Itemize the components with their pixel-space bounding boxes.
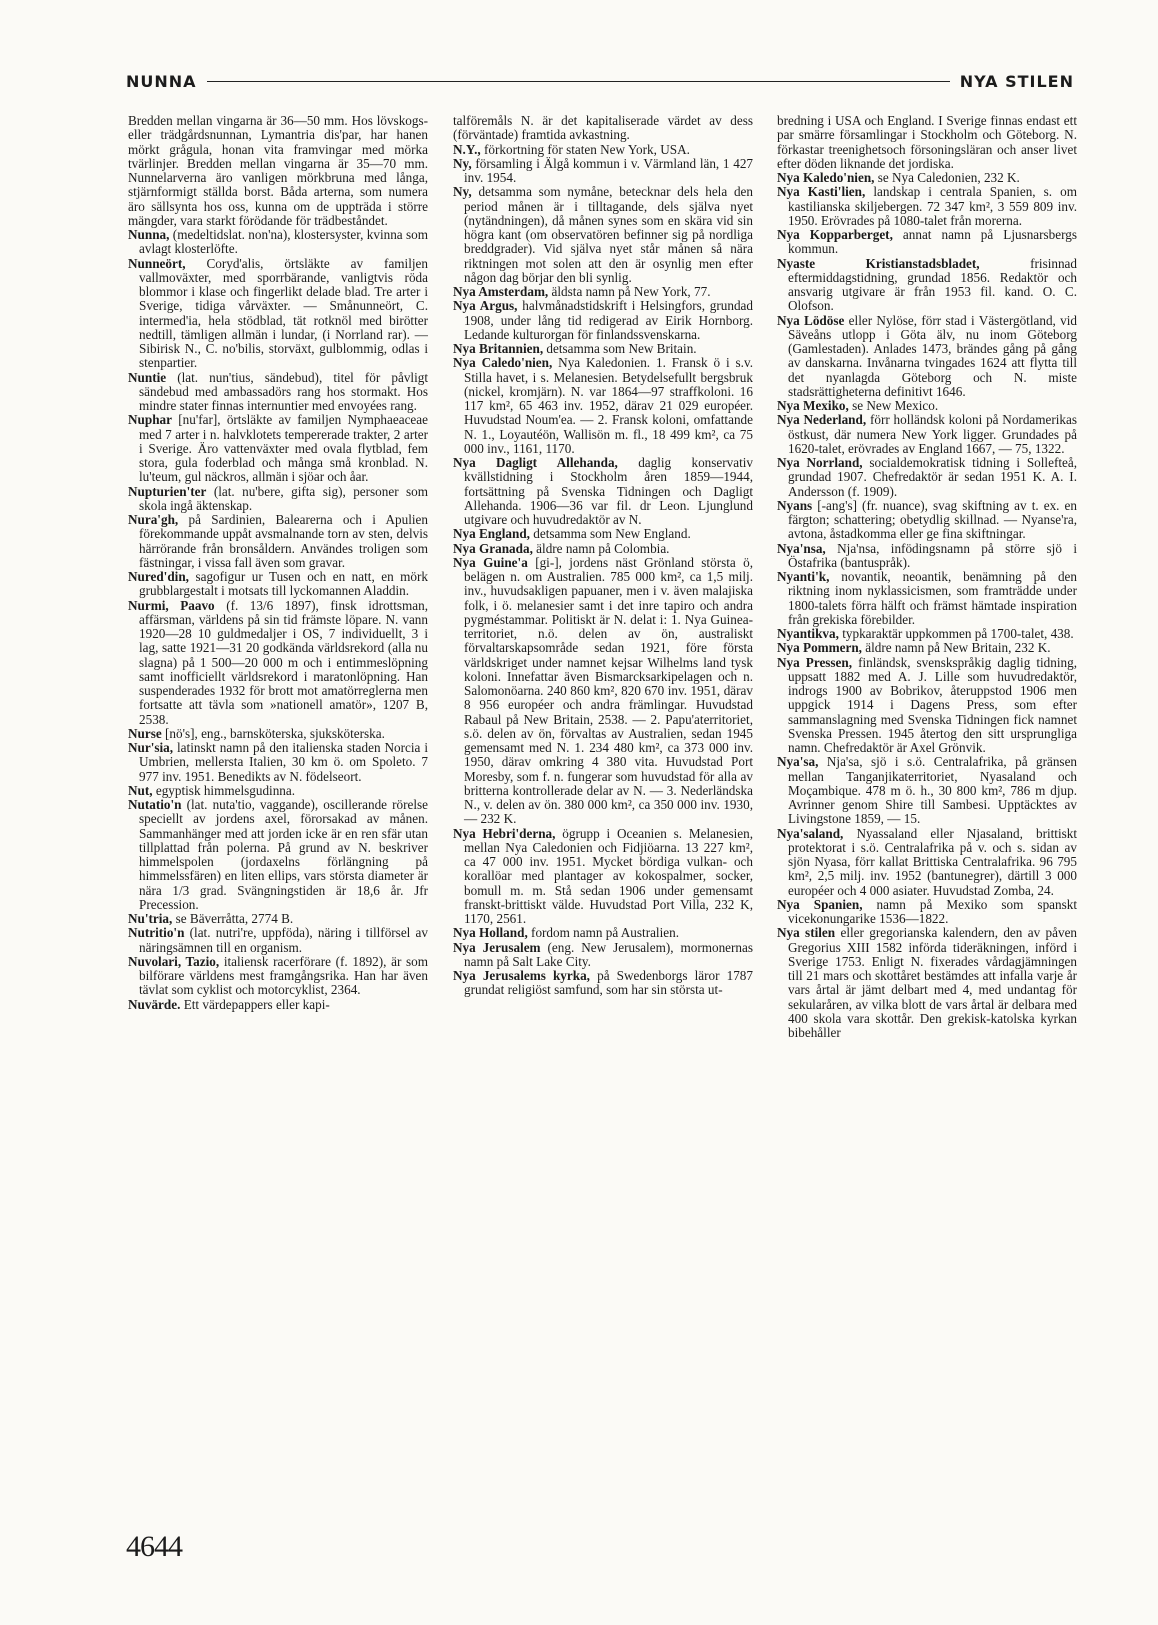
dictionary-entry xyxy=(453,556,753,827)
dictionary-entry xyxy=(777,171,1077,185)
dictionary-entry xyxy=(453,527,753,541)
entry-headword: Nuntie xyxy=(128,369,167,385)
entry-headword: Nya Jerusalem xyxy=(453,939,541,955)
dictionary-entry xyxy=(777,898,1077,927)
dictionary-entry xyxy=(453,185,753,285)
entry-headword: Nya Hebri'derna, xyxy=(453,825,556,841)
entry-headword: Nyanti'k, xyxy=(777,569,830,584)
entry-text: latinskt namn på den italienska staden Norcia i Umbrien, mellersta Italien, 30 km ö. om Spoleto. 7 977 inv. 1951. Benedikts av N. födelseort. xyxy=(139,740,429,784)
entry-headword: Nyaste Kristianstadsbladet, xyxy=(777,255,980,271)
entry-text: [gi-], jordens näst Grönland största ö, belägen n. om Australien. 785 000 km², ca 1,5 milj. inv., huvudsakligen papuaner, men i v. även malajiska folk, i ö. melanesier samt i det inre tapiro och andra pygméstammar. Politiskt är N. delat i: 1. Nya Guinea-territoriet, n.ö. delen av ön, australiskt förvaltarskapsområde sedan 1921, före första världskriget under namnet kejsar Wilhelms land tysk koloni. Innefattar även Bismarcksarkipelagen och n. Salomonöarna. 240 860 km², 820 670 inv. 1951, därav 8 956 européer och andra främlingar. Huvudstad Rabaul på New Britain, 2538. — 2. Papu'aterritoriet, s.ö. delen av ön, förvaltas av Australien, sedan 1945 gemensamt med N. 1. 234 480 km², ca 373 000 inv. 1950, därav omkring 4 380 vita. Huvudstad Port Moresby, som f. n. fungerar som huvudstad för alla av britterna kontrollerade delar av N. — 3. Nederländska N., v. delen av ön. 380 000 km², ca 350 000 inv. 1930, — 232 K. xyxy=(464,554,753,827)
dictionary-entry xyxy=(777,926,1077,1040)
entry-text: Ett värdepappers eller kapi- xyxy=(183,996,330,1012)
entry-text: detsamma som New England. xyxy=(533,526,691,542)
dictionary-entry xyxy=(128,485,428,514)
dictionary-entry xyxy=(777,399,1077,413)
dictionary-entry xyxy=(453,342,753,356)
entry-headword: Nya Kopparberget, xyxy=(777,227,893,242)
entry-text: halvmånadstidskrift i Helsingfors, grundad 1908, under lång tid redigerad av Eirik Hornborg. Ledande kulturorgan för finlandssvenskarna. xyxy=(464,298,753,342)
entry-text: församling i Älgå kommun i v. Värmland län, 1 427 inv. 1954. xyxy=(464,155,754,185)
entry-text: Nyassaland eller Njasaland, brittiskt protektorat i s.ö. Centralafrika på v. och s. sidan av sjön Nyasa, förr kallat Brittiska Centralafrika. 96 795 km², 2,5 milj. inv. 1952 (bantunegrer), därtill 3 000 européer och 4 000 asiater. Huvudstad Zomba, 24. xyxy=(788,825,1078,898)
dictionary-entry xyxy=(453,456,753,527)
entry-headword: Nya Pommern, xyxy=(777,640,862,656)
dictionary-entry xyxy=(777,114,1077,171)
dictionary-entry xyxy=(453,157,753,186)
entry-text: bredning i USA och England. I Sverige finnas endast ett par smärre församlingar i Stockholm och Göteborg. N. förkastar treenighetsoch försoningsläran och anser livet efter döden liknande det jordiska. xyxy=(777,113,1077,171)
dictionary-entry xyxy=(453,143,753,157)
entry-headword: Nuvärde. xyxy=(128,996,181,1012)
dictionary-entry xyxy=(128,998,428,1012)
dictionary-entry xyxy=(128,741,428,784)
dictionary-entry xyxy=(777,185,1077,228)
entry-headword: Nya Lödöse xyxy=(777,312,845,328)
dictionary-entry xyxy=(777,228,1077,257)
entry-text: se New Mexico. xyxy=(852,398,939,413)
entry-text: fordom namn på Australien. xyxy=(531,925,680,941)
entry-text: förkortning för staten New York, USA. xyxy=(484,141,690,157)
entry-text: (lat. nu'bere, gifta sig), personer som skola ingå äktenskap. xyxy=(139,483,429,513)
dictionary-entry xyxy=(777,570,1077,627)
entry-headword: Nura'gh, xyxy=(128,512,179,527)
column-2 xyxy=(453,114,753,998)
dictionary-entry xyxy=(777,641,1077,655)
entry-headword: Nuvolari, Tazio, xyxy=(128,953,220,969)
dictionary-entry xyxy=(128,912,428,926)
entry-text: daglig konservativ kvällstidning i Stockholm åren 1859—1944, fortsättning på Svenska Tidningen och Dagligt Allehanda. 1906—36 var fil. dr Leon. Ljunglund utgivare och huvudredaktör av N. xyxy=(464,455,754,527)
entry-text: (medeltidslat. non'na), klostersyster, kvinna som avlagt klosterlöfte. xyxy=(139,227,428,257)
entry-headword: Nupturien'ter xyxy=(128,483,207,499)
entry-headword: N.Y., xyxy=(453,141,481,157)
dictionary-entry xyxy=(453,356,753,456)
dictionary-entry xyxy=(128,257,428,371)
entry-text: på Sardinien, Balearerna och i Apulien förekommande uppåt avsmalnande torn av sten, delvis härrörande från bronsåldern. Användes troligen som fästningar, i vissa fall även som gravar. xyxy=(139,512,428,570)
entry-headword: Nya Norrland, xyxy=(777,455,863,470)
entry-headword: Nured'din, xyxy=(128,569,189,584)
left-guide-word: NUNNA xyxy=(126,71,197,91)
running-header xyxy=(126,68,1074,94)
entry-text: se Nya Caledonien, 232 K. xyxy=(877,170,1020,185)
dictionary-entry xyxy=(128,798,428,912)
entry-text: [nu'far], örtsläkte av familjen Nymphaeaceae med 7 arter i n. halvklotets tempererade trakter, 2 arter i Sverige. Äro vattenväxter med ovala flytblad, fem stora, gula foderblad och många små kronblad. N. lu'teum, gul näckros, allmän i sjöar och åar. xyxy=(139,412,428,485)
entry-headword: Nya Spanien, xyxy=(777,896,863,912)
dictionary-entry xyxy=(453,969,753,998)
entry-text: socialdemokratisk tidning i Sollefteå, grundad 1907. Chefredaktör är sedan 1951 K. A. I. Andersson (f. 1909). xyxy=(788,455,1078,499)
entry-headword: Nur'sia, xyxy=(128,740,174,755)
entry-headword: Nyans xyxy=(777,497,813,513)
entry-headword: Nya'saland, xyxy=(777,825,844,841)
entry-headword: Nut, xyxy=(128,782,153,798)
dictionary-entry xyxy=(453,542,753,556)
dictionary-entry xyxy=(453,941,753,970)
entry-headword: Nutatio'n xyxy=(128,797,182,812)
dictionary-entry xyxy=(128,599,428,727)
dictionary-entry xyxy=(128,371,428,414)
entry-text: Nya Kaledonien. 1. Fransk ö i s.v. Stilla havet, i s. Melanesien. Betydelsefullt bergsbruk (nickel, kromjärn). N. var 1864—97 straffkoloni. 16 117 km², 65 463 inv. 1952, därav 21 029 européer. Huvudstad Noum'ea. — 2. Fransk koloni, omfattande N. 1., Loyautéön, Wallisön m. fl., 18 499 km², ca 75 000 inv., 1161, 1170. xyxy=(464,355,753,456)
entry-headword: Nya Holland, xyxy=(453,925,528,941)
page-number: 4644 xyxy=(126,1530,182,1563)
entry-text: på Swedenborgs läror 1787 grundat religiöst samfund, som har sin största ut- xyxy=(464,968,753,998)
dictionary-entry xyxy=(453,827,753,927)
entry-text: sagofigur ur Tusen och en natt, en mörk grubblargestalt i motsats till lyckomannen Aladdin. xyxy=(139,569,428,599)
entry-text: Bredden mellan vingarna är 36—50 mm. Hos lövskogs- eller trädgårdsnunnan, Lymantria dis'par, har hanen mörkt grågula, honan vita framvingar med mörka tvärlinjer. Bredden mellan vingarna är 35—70 mm. Nunnelarverna äro vanligen mörkbruna med långa, stjärnformigt ställda borst. Båda arterna, som numera äro sällsynta hos oss, kunna om de uppträda i större mängder, vara starkt förödande för trädbeståndet. xyxy=(128,113,428,228)
entry-text: äldsta namn på New York, 77. xyxy=(551,284,711,299)
entry-text: talföremåls N. är det kapitaliserade värdet av dess (förväntade) framtida avkastning. xyxy=(453,113,753,143)
entry-headword: Nya Granada, xyxy=(453,540,533,556)
dictionary-entry xyxy=(128,513,428,570)
dictionary-entry xyxy=(128,413,428,484)
entry-headword: Nuphar xyxy=(128,412,172,428)
dictionary-entry xyxy=(128,784,428,798)
entry-text: italiensk racerförare (f. 1892), är som bilförare världens mest framgångsrika. Han har även tävlat som cyklist och motorcyklist, 2364. xyxy=(139,953,429,998)
column-3 xyxy=(777,114,1077,1040)
entry-text: typkaraktär uppkommen på 1700-talet, 438. xyxy=(842,626,1074,641)
entry-text: eller Nylöse, förr stad i Västergötland, vid Säveåns utlopp i Göta älv, nu inom Göteborg (Gamlestaden). Anlades 1473, brändes gång på gång av danskarna. Invånarna tvingades 1624 att flytta till det nyanlagda Göteborg och N. miste stadsrättigheterna definitivt 1646. xyxy=(788,312,1078,399)
entry-headword: Nya stilen xyxy=(777,925,836,941)
dictionary-entry xyxy=(128,727,428,741)
entry-text: (lat. nuta'tio, vaggande), oscillerande rörelse speciellt av jordens axel, förorsakad av månen. Sammanhänger med att jorden icke är en ren sfär utan tillplattad från polerna. På grund av N. beskriver himmelspolen (jordaxelns förlängning på himmelssfären) en liten ellips, vars största diameter är nära 1/3 grad. Svängningstiden är 18,6 år. Jfr Precession. xyxy=(139,797,428,912)
entry-headword: Nunna, xyxy=(128,227,170,242)
entry-text: eller gregorianska kalendern, den av påven Gregorius XIII 1582 införda tideräkningen, införd i Sverige 1753. Enligt N. fixerades vårdagjämningen till 21 mars och skottåret bestämdes att infalla varje år vars årtal är jämt delbart med 4, med undantag för sekularåren, av vilka blott de vars årtal är delbara med 400 skola vara skottår. Den grekisk-katolska kyrkan bibehåller xyxy=(788,925,1078,1040)
entry-text: detsamma som New Britain. xyxy=(546,341,697,356)
entry-text: äldre namn på Colombia. xyxy=(536,540,670,556)
dictionary-entry xyxy=(453,285,753,299)
entry-headword: Nyantikva, xyxy=(777,626,839,641)
dictionary-entry xyxy=(777,827,1077,898)
entry-headword: Nu'tria, xyxy=(128,911,173,926)
entry-headword: Nya England, xyxy=(453,526,530,542)
dictionary-entry xyxy=(777,755,1077,826)
entry-headword: Nutritio'n xyxy=(128,925,185,941)
header-rule xyxy=(207,81,950,82)
entry-text: se Bäverråtta, 2774 B. xyxy=(175,911,294,926)
entry-headword: Nya Dagligt Allehanda, xyxy=(453,455,618,470)
entry-headword: Nya Britannien, xyxy=(453,341,544,356)
entry-headword: Nya Amsterdam, xyxy=(453,284,549,299)
dictionary-entry xyxy=(128,926,428,955)
entry-text: detsamma som nymåne, betecknar dels hela den period månen är i tilltagande, dels själva nyet (nytändningen), då månen synes som en skära vid sin högra kant (om observatören befinner sig på nordliga breddgrader). Vid själva nyet står månen så nära riktningen mot solen att den är osynlig men efter någon dag börjar den bli synlig. xyxy=(464,184,753,285)
entry-text: novantik, neoantik, benämning på den riktning inom nyklassicismen, som framträdde under 1800-talets förra hälft och främst hämtade inspiration från grekiska förebilder. xyxy=(788,569,1077,627)
entry-headword: Nya'sa, xyxy=(777,754,819,770)
entry-headword: Nya'nsa, xyxy=(777,540,826,556)
entry-headword: Nunneört, xyxy=(128,255,186,271)
dictionary-entry xyxy=(777,413,1077,456)
dictionary-entry xyxy=(777,499,1077,542)
entry-headword: Nya Kaledo'nien, xyxy=(777,170,875,185)
entry-text: Coryd'alis, örtsläkte av familjen vallmoväxter, med sporrbärande, vanligtvis röda blommor i klase och fingerlikt delade blad. Tre arter i Sverige, tidiga vårväxter. — Smånunneört, C. intermed'ia, hela stödblad, tät rotknöl med birötter nedtill, tämligen allmän i lundar, (i Norrland rar). — Sibirisk N., C. no'bilis, storväxt, gulblommig, odlas i stenpartier. xyxy=(139,255,428,371)
entry-text: ögrupp i Oceanien s. Melanesien, mellan Nya Caledonien och Fidjiöarna. 13 227 km², ca 47 000 inv. 1951. Mycket bördiga vulkan- och korallöar med plantager av kokospalmer, socker, bomull m. m. Stå sedan 1906 under gemensamt franskt-brittiskt välde. Huvudstad Port Villa, 232 K, 1170, 2561. xyxy=(464,825,753,926)
entry-headword: Ny, xyxy=(453,184,472,200)
entry-headword: Nurse xyxy=(128,725,162,741)
dictionary-entry xyxy=(128,228,428,257)
entry-headword: Nya Jerusalems kyrka, xyxy=(453,968,590,983)
dictionary-entry xyxy=(453,926,753,940)
dictionary-entry xyxy=(777,456,1077,499)
entry-text: landskap i centrala Spanien, s. om kastilianska skiljebergen. 72 347 km², 3 559 809 inv. 1950. Erövrades på 1080-talet från morerna. xyxy=(788,184,1077,228)
entry-text: Nja'sa, sjö i s.ö. Centralafrika, på gränsen mellan Tanganjikaterritoriet, Nyasaland och Moçambique. 478 m ö. h., 30 800 km², 786 m djup. Avrinner genom Shire till Sambesi. Upptäcktes av Livingstone 1859, — 15. xyxy=(788,754,1078,827)
entry-text: äldre namn på New Britain, 232 K. xyxy=(865,640,1051,656)
dictionary-entry xyxy=(777,542,1077,571)
entry-text: finländsk, svenskspråkig daglig tidning, uppsatt 1882 med A. J. Lille som huvudredaktör, indrogs 1900 av Bobrikov, återuppstod 1906 men uppgick 1914 i Dagens Press, som efter sammanslagning med Svenska Tidningen fick namnet Svenska Pressen. 1945 återtog den sitt ursprungliga namn. Chefredaktör är Axel Grönvik. xyxy=(788,654,1078,755)
entry-text: [nö's], eng., barnsköterska, sjuksköterska. xyxy=(165,725,385,741)
entry-text: annat namn på Ljusnarsbergs kommun. xyxy=(788,227,1078,257)
entry-text: frisinnad eftermiddagstidning, grundad 1856. Redaktör och ansvarig utgivare är från 1953 fil. kand. O. C. Olofson. xyxy=(788,255,1078,314)
dictionary-entry xyxy=(453,299,753,342)
entry-text: [-ang's] (fr. nuance), svag skiftning av t. ex. en färgton; schattering; obetydlig skillnad. — Nyanse'ra, avtona, åstadkomma eller ge fina skiftningar. xyxy=(788,497,1077,542)
entry-text: (lat. nun'tius, sändebud), titel för påvligt sändebud med ambassadörs rang hos stormakt. Hos mindre stater finnas internuntier med envoyées rang. xyxy=(139,369,429,413)
dictionary-entry xyxy=(128,955,428,998)
entry-text: Nja'nsa, infödingsnamn på större sjö i Östafrika (bantuspråk). xyxy=(788,540,1077,570)
entry-headword: Nya Pressen, xyxy=(777,654,853,670)
dictionary-entry xyxy=(777,656,1077,756)
entry-headword: Nya Nederland, xyxy=(777,412,867,428)
dictionary-entry xyxy=(777,314,1077,400)
entry-text: namn på Mexiko som spanskt vicekonungarike 1536—1822. xyxy=(788,896,1077,926)
dictionary-entry xyxy=(128,114,428,228)
entry-headword: Nya Guine'a xyxy=(453,554,528,570)
entry-headword: Nya Argus, xyxy=(453,298,518,314)
entry-headword: Nurmi, Paavo xyxy=(128,597,215,613)
entry-headword: Nya Kasti'lien, xyxy=(777,184,866,200)
entry-headword: Nya Mexiko, xyxy=(777,398,849,413)
entry-text: (f. 13/6 1897), finsk idrottsman, affärsman, världens på sin tid främste löpare. N. vann 1920—28 10 guldmedaljer i OS, 7 individuellt, 3 i lag, satte 1921—31 20 godkända världsrekord (alla nu slagna) på 1 500—20 000 m och i entimmeslöpning samt inofficiellt världsrekord i maratonlöpning. Han suspenderades 1932 för brott mot amatörreglerna men fortsatte att tävla som »nationell amatör», 1207 B, 2538. xyxy=(139,597,429,727)
entry-text: (eng. New Jerusalem), mormonernas namn på Salt Lake City. xyxy=(464,939,754,969)
column-1 xyxy=(128,114,428,1012)
entry-text: (lat. nutri're, uppföda), näring i tillförsel av näringsämnen till en organism. xyxy=(139,925,428,955)
dictionary-entry xyxy=(777,627,1077,641)
entry-headword: Ny, xyxy=(453,155,472,171)
entry-headword: Nya Caledo'nien, xyxy=(453,355,553,371)
entry-text: egyptisk himmelsgudinna. xyxy=(155,782,296,798)
dictionary-entry xyxy=(128,570,428,599)
dictionary-entry xyxy=(777,257,1077,314)
entry-text: förr holländsk koloni på Nordamerikas östkust, där numera New York ligger. Grundades på 1620-talet, erövrades av England 1667, — 75, 1322. xyxy=(788,412,1078,456)
right-guide-word: NYA STILEN xyxy=(959,71,1074,91)
dictionary-entry xyxy=(453,114,753,143)
